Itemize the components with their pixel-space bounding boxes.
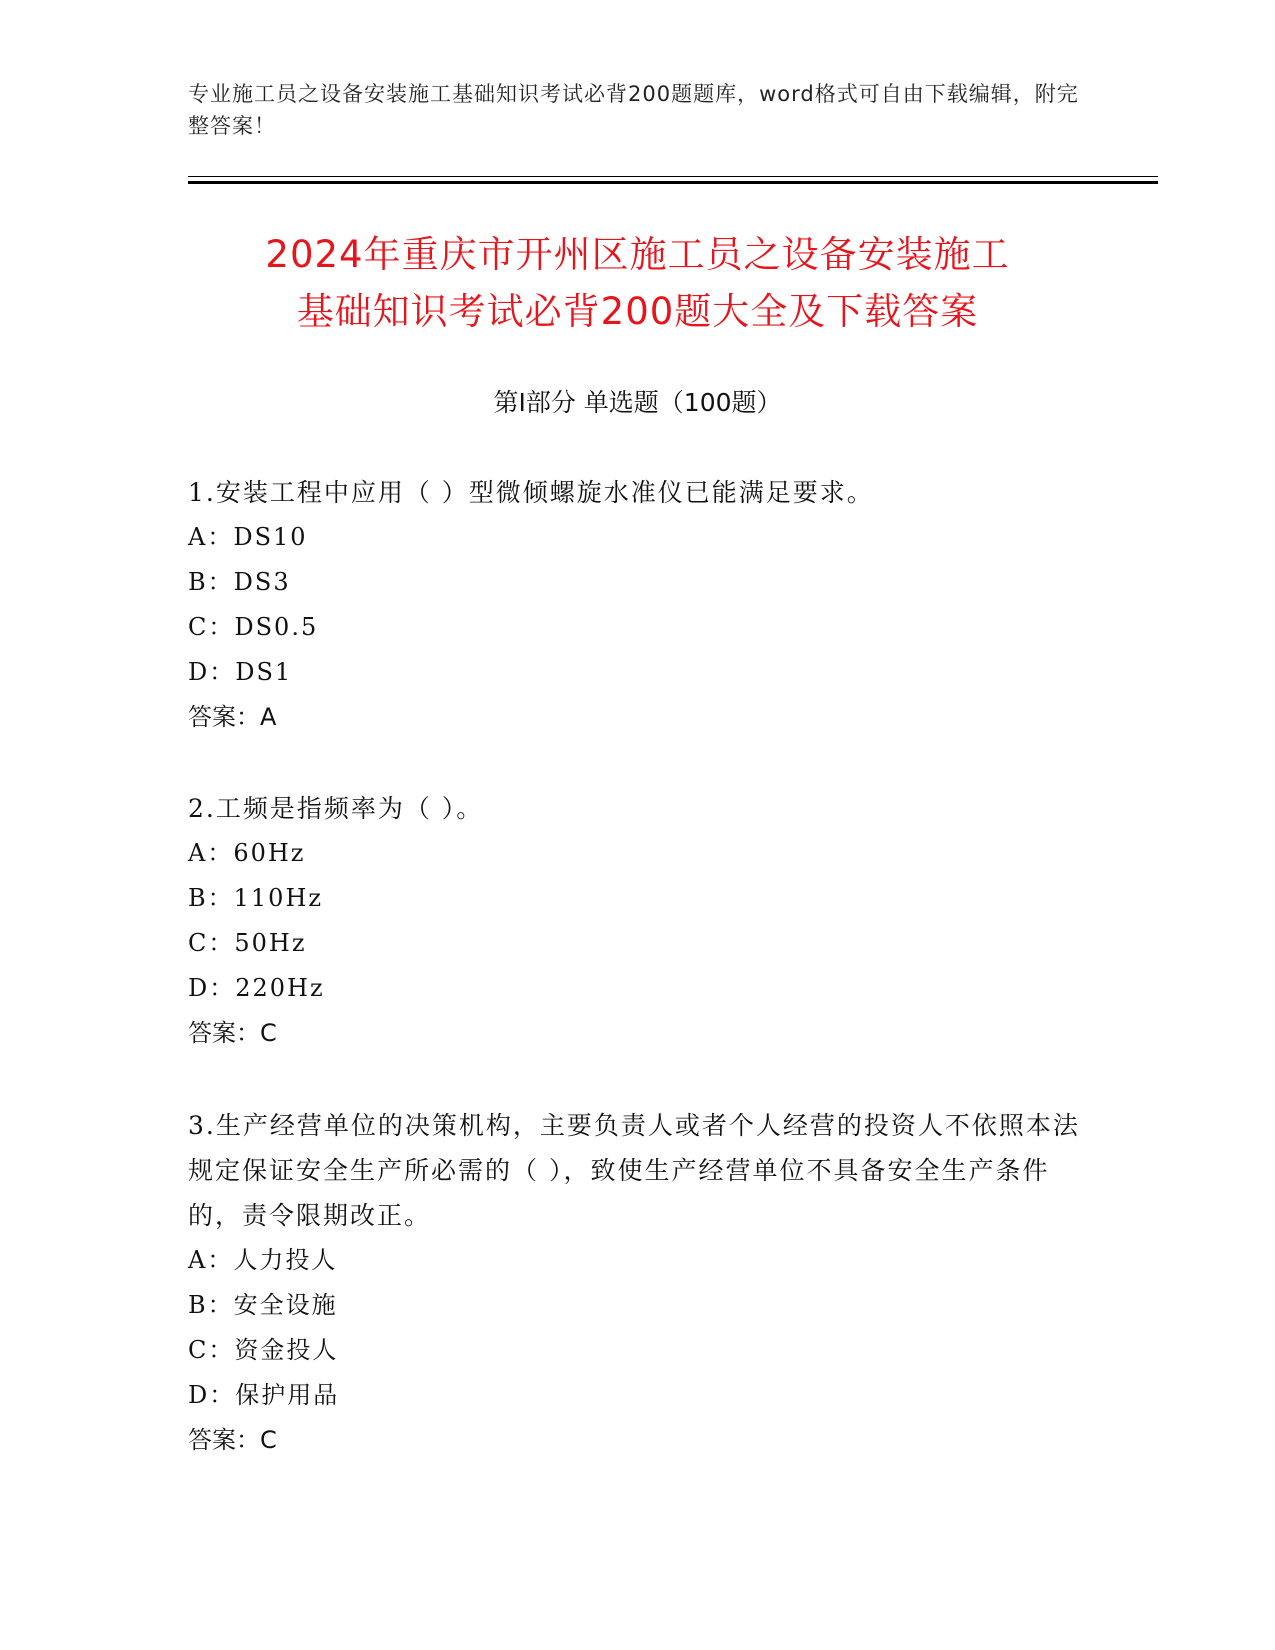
option-b: B：110Hz (188, 884, 324, 912)
option-a: A：人力投人 (188, 1246, 338, 1274)
document-title-line-2: 基础知识考试必背200题大全及下载答案 (296, 290, 979, 333)
option-b: B：DS3 (188, 568, 291, 596)
option-d: D：DS1 (188, 658, 293, 686)
option-b: B：安全设施 (188, 1291, 338, 1319)
answer-line: 答案：C (188, 1019, 277, 1047)
section-heading: 第Ⅰ部分 单选题（100题） (493, 388, 782, 417)
option-c: C：DS0.5 (188, 613, 319, 641)
question-block (188, 786, 1088, 1056)
question-text: 3.生产经营单位的决策机构，主要负责人或者个人经营的投资人不依照本法规定保证安全生产所必需的（ ），致使生产经营单位不具备安全生产条件的，责令限期改正。 (188, 1111, 1080, 1230)
option-a: A：DS10 (188, 523, 308, 551)
option-c: C：资金投人 (188, 1336, 339, 1364)
question-block (188, 1103, 1088, 1463)
option-d: D：220Hz (188, 974, 325, 1002)
question-text: 2.工频是指频率为（ ）。 (188, 794, 484, 823)
option-c: C：50Hz (188, 929, 307, 957)
document-title (150, 226, 1125, 340)
option-d: D：保护用品 (188, 1381, 340, 1409)
question-text: 1.安装工程中应用（ ）型微倾螺旋水准仪已能满足要求。 (188, 478, 874, 507)
document-title-line-1: 2024年重庆市开州区施工员之设备安装施工 (265, 233, 1010, 276)
header-note: 专业施工员之设备安装施工基础知识考试必背200题题库，word格式可自由下载编辑，附完整答案！ (188, 82, 1079, 138)
answer-line: 答案：C (188, 1426, 277, 1454)
option-a: A：60Hz (188, 839, 306, 867)
header-divider-thin (188, 176, 1158, 177)
header-divider-thick (188, 181, 1158, 184)
question-block (188, 470, 1088, 740)
answer-line: 答案：A (188, 703, 277, 731)
